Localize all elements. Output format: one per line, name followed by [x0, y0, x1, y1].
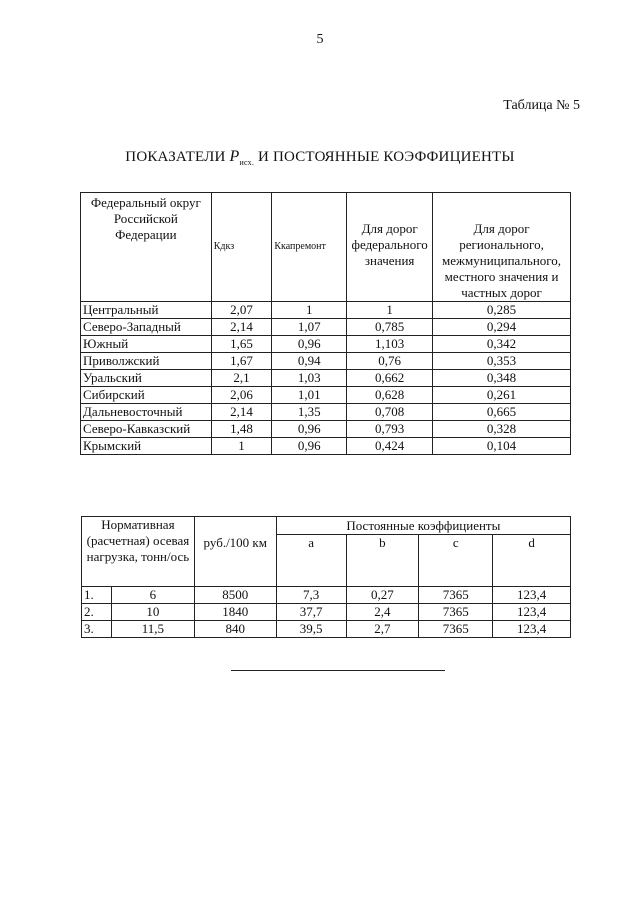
- value-cell: 11,5: [111, 621, 194, 638]
- value-cell: 39,5: [276, 621, 346, 638]
- value-cell: 0,96: [272, 336, 347, 353]
- value-cell: 1,35: [272, 404, 347, 421]
- value-cell: 1,01: [272, 387, 347, 404]
- value-cell: 2,7: [346, 621, 419, 638]
- title-text-after: И ПОСТОЯННЫЕ КОЭФФИЦИЕНТЫ: [258, 149, 515, 165]
- header-regional-roads: Для дорог регионального, межмуниципального, местного значения и частных дорог: [433, 193, 571, 302]
- table-row: [81, 319, 571, 336]
- value-cell: 1,67: [211, 353, 272, 370]
- district-name-cell: Сибирский: [81, 387, 212, 404]
- title-subscript: исх.: [239, 158, 255, 168]
- value-cell: 2,07: [211, 302, 272, 319]
- table-row: [82, 621, 571, 638]
- table-row: [81, 353, 571, 370]
- value-cell: 2,4: [346, 604, 419, 621]
- header-coeff-a: a: [276, 535, 346, 587]
- value-cell: 2,14: [211, 404, 272, 421]
- value-cell: 0,27: [346, 587, 419, 604]
- header-federal-roads: Для дорог федерального значения: [347, 193, 433, 302]
- value-cell: 10: [111, 604, 194, 621]
- header-kdkz: Кдкз: [211, 193, 272, 302]
- table-row: [81, 302, 571, 319]
- table-row: [81, 421, 571, 438]
- header-coeff-d: d: [493, 535, 571, 587]
- page-number: 5: [316, 32, 324, 47]
- value-cell: 123,4: [493, 621, 571, 638]
- value-cell: 8500: [194, 587, 276, 604]
- value-cell: 0,793: [347, 421, 433, 438]
- value-cell: 0,628: [347, 387, 433, 404]
- header-district: Федеральный округ Российской Федерации: [81, 193, 212, 302]
- document-title: [0, 148, 640, 167]
- value-cell: 0,662: [347, 370, 433, 387]
- value-cell: 6: [111, 587, 194, 604]
- value-cell: 1,103: [347, 336, 433, 353]
- value-cell: 1,65: [211, 336, 272, 353]
- district-name-cell: Дальневосточный: [81, 404, 212, 421]
- district-name-cell: Крымский: [81, 438, 212, 455]
- value-cell: 0,261: [433, 387, 571, 404]
- value-cell: 0,328: [433, 421, 571, 438]
- value-cell: 7,3: [276, 587, 346, 604]
- title-symbol: $P_{исх.}$: [229, 148, 255, 168]
- value-cell: 7365: [419, 587, 493, 604]
- value-cell: 123,4: [493, 587, 571, 604]
- value-cell: 37,7: [276, 604, 346, 621]
- table-row: [82, 604, 571, 621]
- header-kkapremont: Ккапремонт: [272, 193, 347, 302]
- value-cell: 0,342: [433, 336, 571, 353]
- header-cost: руб./100 км: [194, 517, 276, 587]
- value-cell: 2,1: [211, 370, 272, 387]
- title-text-before: ПОКАЗАТЕЛИ: [125, 149, 226, 165]
- table-row: [81, 370, 571, 387]
- value-cell: 7365: [419, 604, 493, 621]
- table-caption: Таблица № 5: [503, 98, 580, 113]
- value-cell: 7365: [419, 621, 493, 638]
- value-cell: 0,104: [433, 438, 571, 455]
- district-name-cell: Северо-Кавказский: [81, 421, 212, 438]
- value-cell: 1,07: [272, 319, 347, 336]
- row-index-cell: 3.: [82, 621, 112, 638]
- value-cell: 840: [194, 621, 276, 638]
- table-row: [81, 404, 571, 421]
- district-name-cell: Уральский: [81, 370, 212, 387]
- value-cell: 0,94: [272, 353, 347, 370]
- value-cell: 0,708: [347, 404, 433, 421]
- header-coeff-b: b: [346, 535, 419, 587]
- value-cell: 2,14: [211, 319, 272, 336]
- header-axle-load: Нормативная (расчетная) осевая нагрузка, тонн/ось: [82, 517, 195, 587]
- table-row: [81, 336, 571, 353]
- value-cell: 1,03: [272, 370, 347, 387]
- value-cell: 0,353: [433, 353, 571, 370]
- row-index-cell: 1.: [82, 587, 112, 604]
- coefficients-by-district-table: [80, 192, 571, 455]
- axle-load-coefficients-table: [81, 516, 571, 638]
- header-coeff-c: c: [419, 535, 493, 587]
- value-cell: 1: [347, 302, 433, 319]
- value-cell: 0,96: [272, 438, 347, 455]
- value-cell: 0,76: [347, 353, 433, 370]
- district-name-cell: Центральный: [81, 302, 212, 319]
- value-cell: 1: [272, 302, 347, 319]
- district-name-cell: Северо-Западный: [81, 319, 212, 336]
- district-name-cell: Южный: [81, 336, 212, 353]
- value-cell: 0,665: [433, 404, 571, 421]
- value-cell: 0,96: [272, 421, 347, 438]
- value-cell: 0,785: [347, 319, 433, 336]
- value-cell: 1,48: [211, 421, 272, 438]
- value-cell: 2,06: [211, 387, 272, 404]
- table-row: [81, 438, 571, 455]
- table-row: [82, 587, 571, 604]
- value-cell: 0,348: [433, 370, 571, 387]
- value-cell: 1840: [194, 604, 276, 621]
- value-cell: 1: [211, 438, 272, 455]
- end-rule: [231, 670, 445, 671]
- header-constant-coefficients: Постоянные коэффициенты: [276, 517, 570, 535]
- value-cell: 0,294: [433, 319, 571, 336]
- row-index-cell: 2.: [82, 604, 112, 621]
- value-cell: 0,285: [433, 302, 571, 319]
- district-name-cell: Приволжский: [81, 353, 212, 370]
- table-row: [81, 387, 571, 404]
- value-cell: 0,424: [347, 438, 433, 455]
- value-cell: 123,4: [493, 604, 571, 621]
